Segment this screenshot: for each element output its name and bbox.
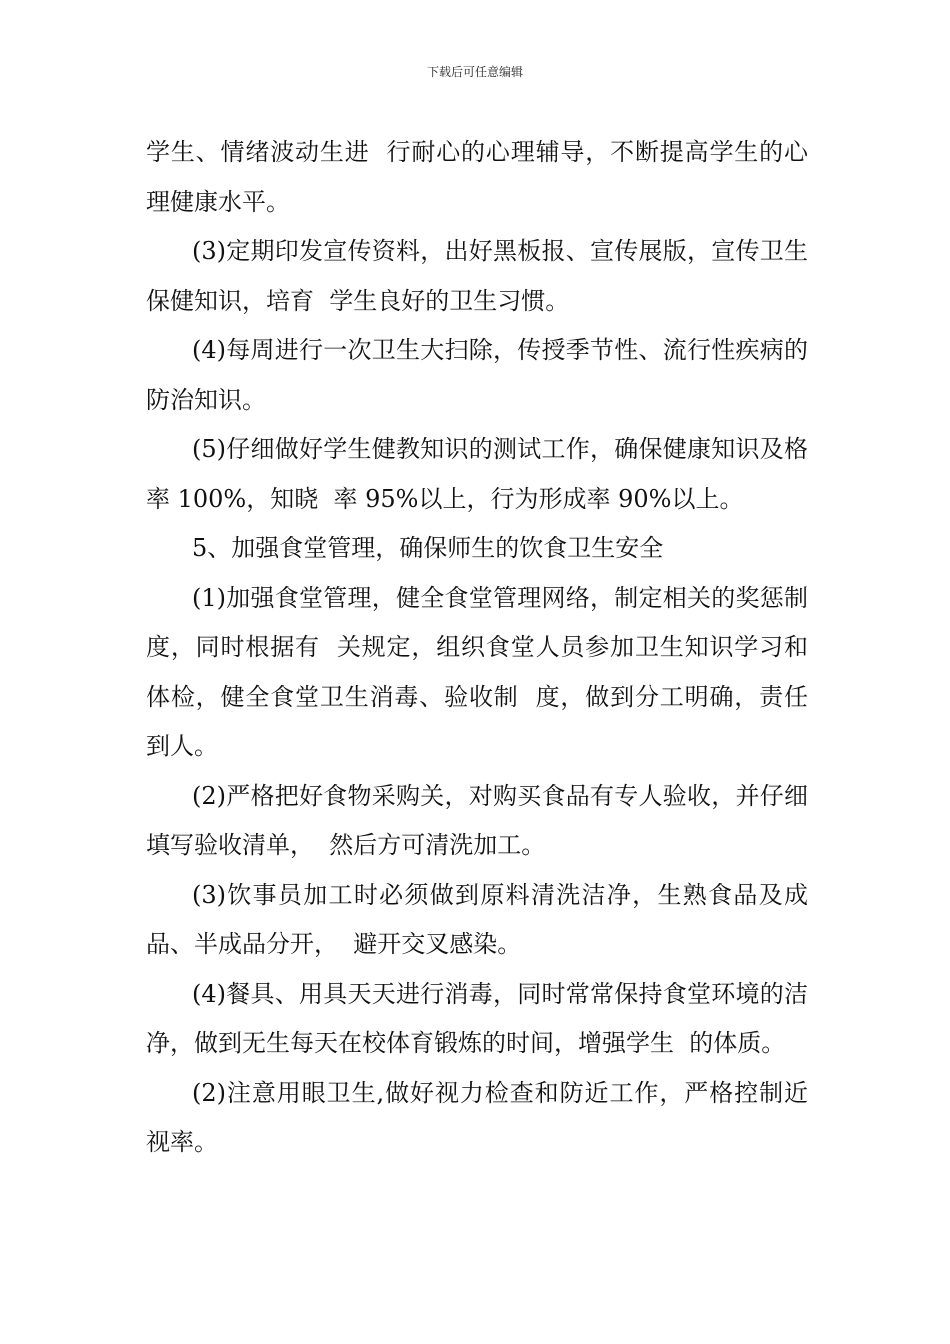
paragraph-item-3-publicity: (3)定期印发宣传资料，出好黑板报、宣传展版，宣传卫生保健知识，培育 学生良好的卫生习惯。 — [146, 237, 808, 315]
paragraph-eye-hygiene: (2)注意用眼卫生,做好视力检查和防近工作，严格控制近视率。 — [146, 1078, 808, 1156]
paragraph-item-4-cleaning: (4)每周进行一次卫生大扫除，传授季节性、流行性疾病的防治知识。 — [146, 336, 808, 414]
paragraph-continuation: 学生、情绪波动生进 行耐心的心理辅导，不断提高学生的心理健康水平。 — [146, 138, 808, 216]
document-body — [146, 128, 808, 1168]
paragraph-canteen-item-3: (3)饮事员加工时必须做到原料清洗洁净，生熟食品及成品、半成品分开， 避开交叉感染。 — [146, 880, 808, 958]
paragraph-canteen-item-4: (4)餐具、用具天天进行消毒，同时常常保持食堂环境的洁净，做到无生每天在校体育锻炼的时间，增强学生 的体质。 — [146, 979, 808, 1057]
paragraph-canteen-item-2: (2)严格把好食物采购关，对购买食品有专人验收，并仔细填写验收清单， 然后方可清洗加工。 — [146, 781, 808, 859]
paragraph-canteen-item-1: (1)加强食堂管理，健全食堂管理网络，制定相关的奖惩制度，同时根据有 关规定，组织食堂人员参加卫生知识学习和体检，健全食堂卫生消毒、验收制 度，做到分工明确，责任到人。 — [146, 583, 808, 760]
section-heading-canteen: 5、加强食堂管理，确保师生的饮食卫生安全 — [192, 534, 664, 562]
page-header: 下载后可任意编辑 — [426, 65, 523, 79]
paragraph-item-5-testing: (5)仔细做好学生健教知识的测试工作，确保健康知识及格率 100%，知晓 率 95%以上，行为形成率 90%以上。 — [146, 435, 808, 513]
